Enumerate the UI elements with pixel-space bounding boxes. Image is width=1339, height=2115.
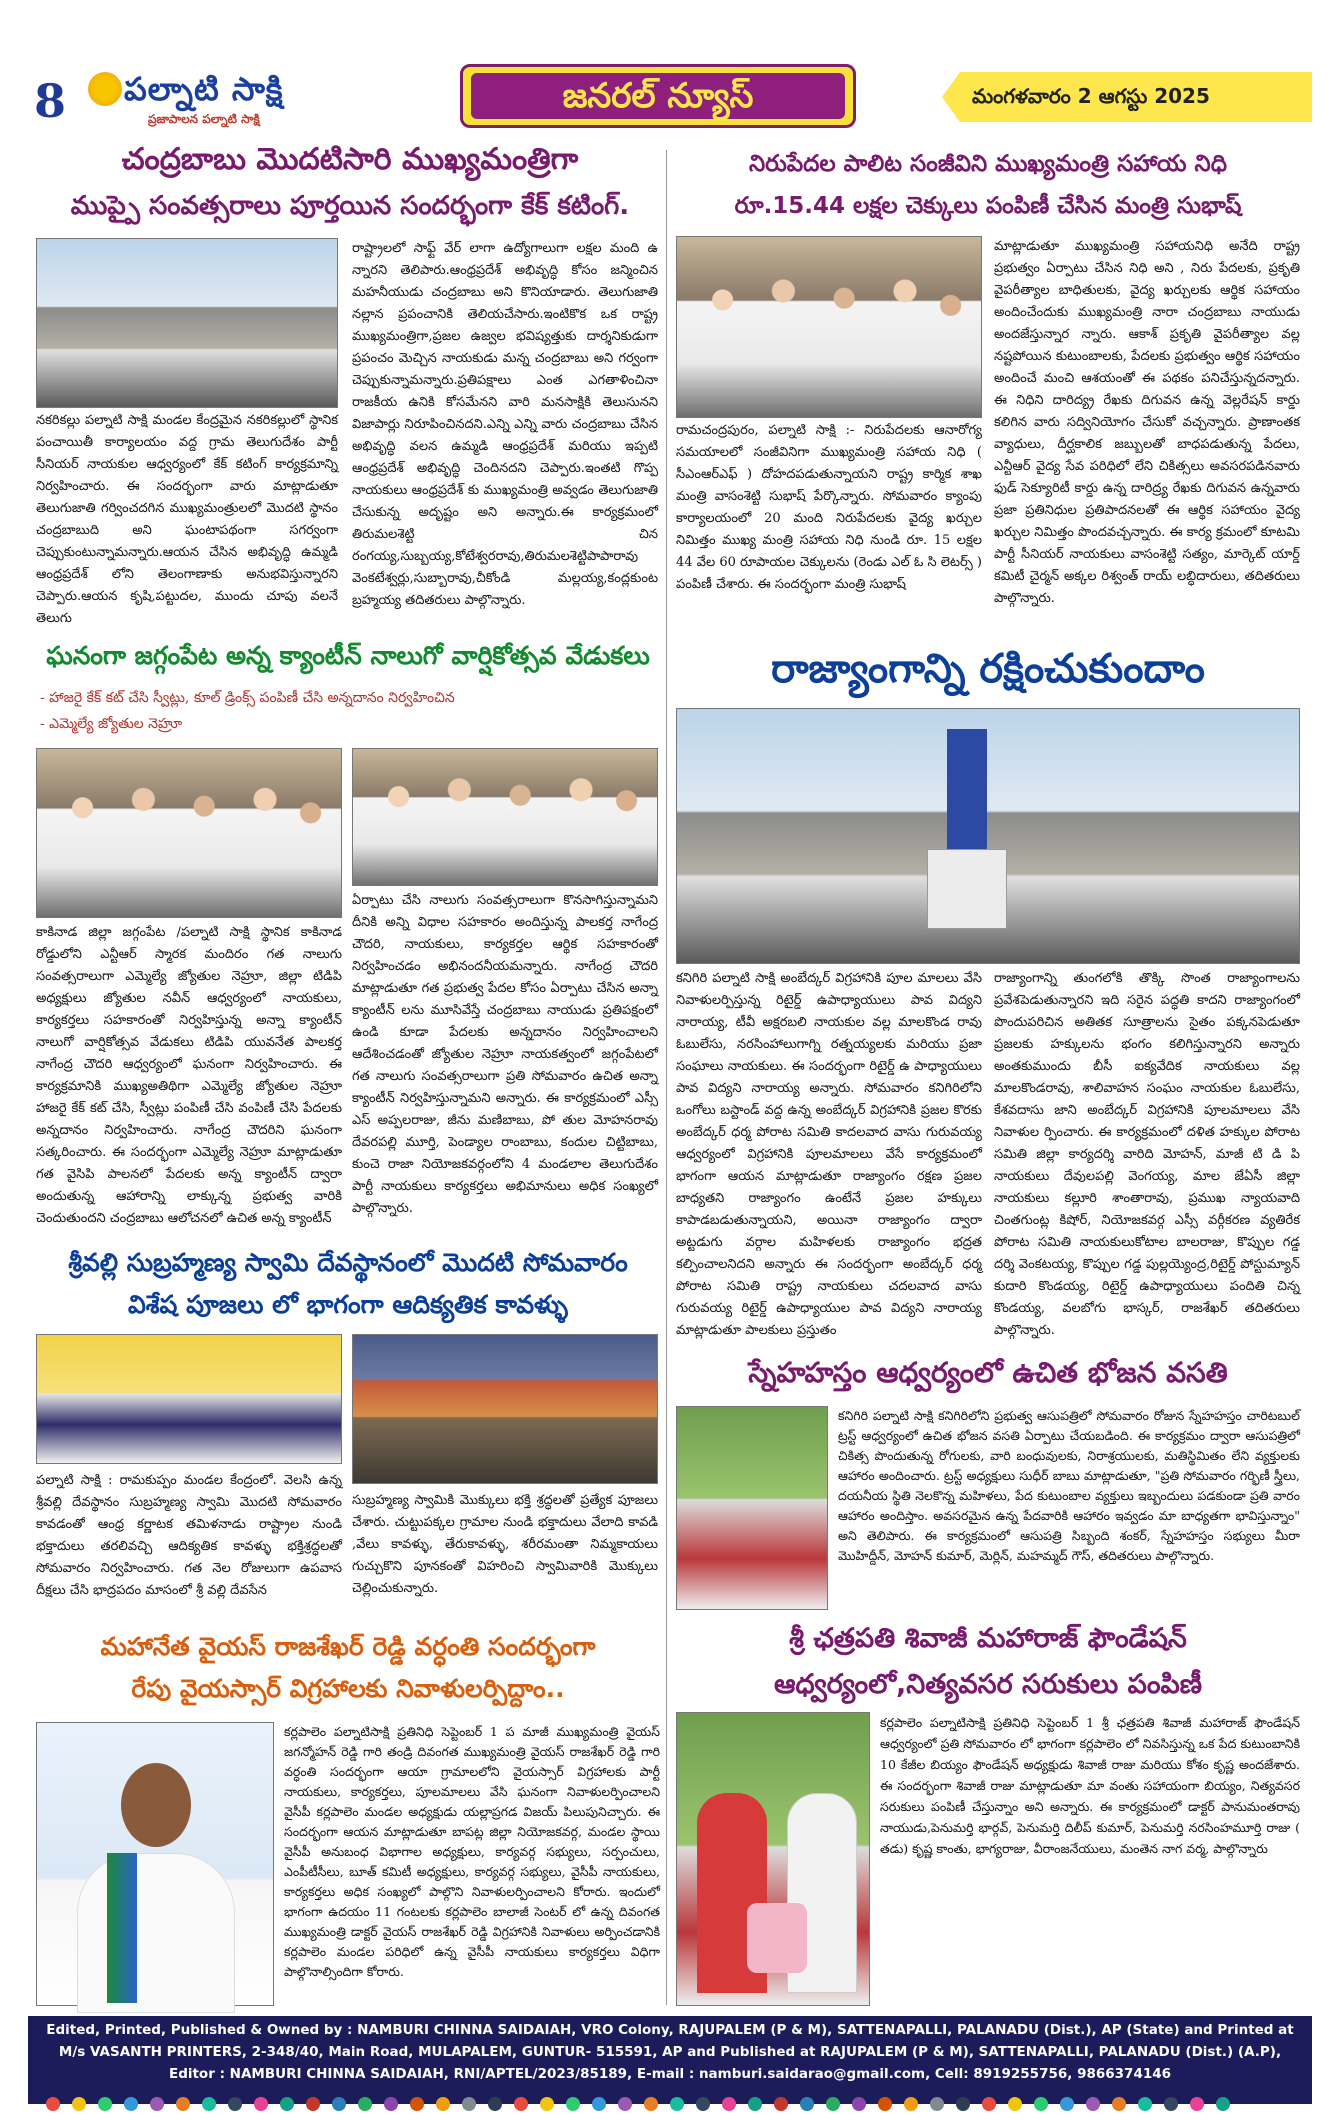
ysr-portrait bbox=[36, 1722, 274, 2006]
constitution-body-right: రాజ్యాంగాన్ని తుంగలోకి తొక్కి సొంత రాజ్యాంగాలను ప్రవేశపెడుతున్నారని ఇది సరైన పద్ధతి కాదని రాజ్యాంగంలో పొందుపరిచిన అతితక సూత్రాలను సైతం పక్కనపెడుతూ ప్రజలకు హక్కులను భంగం కలిగిస్తున్నారని అన్నారు అంతకుముందు బీసీ ఐక్యవేదిక నాయకులు వల్ల మాలకొండరావు, శాలివాహన సంఘం నాయకుల ఓబులేసు, కేశవదాసు జాని అంబేద్కర్ విగ్రహానికి పూలమాలలు వేసి నివాళుల ర్పించారు. ఈ కార్యక్రమంలో దళిత హక్కుల పోరాట సమితి జిల్లా కార్యదర్శి వారిది మోహన్, మాజీ టి డి పి నాయకులు దేవులపల్లి వెంగయ్య, మాల జేఏసీ జిల్లా నాయకులు కల్లూరి శాంతారావు, ప్రముఖ న్యాయవాది చింతగుంట్ల కిషోర్, నియోజకవర్గ ఎస్సీ వర్గీకరణ వ్యతిరేక పోరాట సమితి నాయకులుకోటాల బాలరాజు, కొప్పుల గడ్డ దర్శి వెంకటయ్య, కొప్పుల గడ్డ పుల్లయ్యెంద్ర,రిటైర్డ్ పోస్టుమ్యాన్ కుదారి కొండయ్య, రిటైర్డ్ ఉపాధ్యాయులు పందితి చిన్న కొండయ్య, వలబోగు భాస్కర్, రాజశేఖర్ తదితరులు పాల్గొన్నారు. bbox=[994, 971, 1300, 1338]
portrait-shirt bbox=[77, 1853, 235, 2013]
cake-photo bbox=[36, 238, 338, 408]
color-dot bbox=[670, 2097, 684, 2111]
imprint-line-1: Edited, Printed, Published & Owned by : NAMBURI CHINNA SAIDAIAH, VRO Colony, RAJUPALEM (P & M), SATTENAPALLI, PALANADU (Dist.), AP (State) and Printed at bbox=[46, 2022, 1294, 2038]
color-dot bbox=[1034, 2097, 1048, 2111]
color-dot bbox=[410, 2097, 424, 2111]
masthead bbox=[28, 62, 1312, 134]
canteen-body-right: ఏర్పాటు చేసి నాలుగు సంవత్సరాలుగా కొనసాగిస్తున్నామని దీనికి అన్ని విధాల సహకారం అందిస్తున్న పాలకర్త నాగేంద్ర చౌదరి, నాయకులు, కార్యకర్తల ఆర్థిక సహకారంతో నిర్వహించడం అభినందనీయమన్నారు. నాగేంద్ర చౌదరి మాట్లాడుతూ గత ప్రభుత్వ పేదల కోసం ఏర్పాటు చేసిన అన్నా క్యాంటీన్ లను మూసివేస్తే చంద్రబాబు నాయుడు ప్రతిపక్షంలో ఉండి కూడా పేదలకు అన్నదానం నిర్వహించాలని ఆదేశించడంతో జ్యోతుల నెహ్రూ నాయకత్వంలో జగ్గంపేటలో గత నాలుగు సంవత్సరాలుగా ప్రతి సోమవారం ఉచిత అన్నా క్యాంటీన్ నిర్వహిస్తున్నామని అన్నారు. ఈ కార్యక్రమంలో ఎస్సీ ఎస్ అప్పలరాజు, జీను మణిబాబు, పో తుల మోహనరావు దేవరపల్లి మూర్తి, పెండ్యాల రాంబాబు, కందుల చిట్టిబాబు, కుంచె రాజా నియోజకవర్గంలోని 4 మండలాల తెలుగుదేశం పార్టీ నాయకులు కార్యకర్తలు అభిమానులు అధిక సంఖ్యలో పాల్గొన్నారు. bbox=[352, 893, 658, 1216]
color-dot bbox=[98, 2097, 112, 2111]
portrait-scarf bbox=[107, 1853, 137, 2003]
color-dot bbox=[1190, 2097, 1204, 2111]
color-dot bbox=[72, 2097, 86, 2111]
section-title: జనరల్ న్యూస్ bbox=[471, 73, 845, 119]
color-dot bbox=[358, 2097, 372, 2111]
temple-body-left: పల్నాటి సాక్షి : రామకుప్పం మండల కేంద్రంలో. వెలసి ఉన్న శ్రీవల్లి దేవస్థానం సుబ్రహ్మణ్య స్వామి మొదటి సోమవారం కావడంతో ఆంధ్ర కర్ణాటక తమిళనాడు రాష్ట్రాల నుండి భక్తాదులు తరలివచ్చి ఆదిక్యతిక కావళ్ళు భక్తిశ్రద్ధలతో సోమవారం నిర్వహించారు. గత నెల రోజులుగా ఉపవాస దీక్షలు చేసి భాద్రపదం మాసంలో శ్రీ వల్లి దేవసేన bbox=[36, 1473, 342, 1598]
color-dot bbox=[254, 2097, 268, 2111]
canteen-bullet-1: - హాజరై కేక్ కట్ చేసి స్వీట్లు, కూల్ డ్రింక్స్ పంపిణీ చేసి అన్నదానం నిర్వహించిన bbox=[40, 690, 455, 706]
meals-headline: స్నేహహస్తం ఆధ్వర్యంలో ఉచిత భోజన వసతి bbox=[748, 1356, 1228, 1389]
canteen-photo-2 bbox=[352, 748, 658, 886]
color-dot bbox=[1060, 2097, 1074, 2111]
temple-headline-1: శ్రీవల్లి సుబ్రహ్మణ్య స్వామి దేవస్థానంలో మొదటి సోమవారం bbox=[68, 1248, 628, 1277]
cmrf-body-left: రామచంద్రపురం, పల్నాటి సాక్షి :- నిరుపేదలకు ఆనారోగ్య సమయాలలో సంజీవినిగా ముఖ్యమంత్రి సహాయ నిధి ( సీఎంఆర్ఎఫ్ ) దోహదపడుతున్నాయని రాష్ట్ర కార్మిక శాఖ మంత్రి వాసంశెట్టి సుభాష్ పేర్కొన్నారు. సోమవారం క్యాంపు కార్యాలయంలో 20 మంది నిరుపేదలకు వైద్య ఖర్చుల నిమిత్తం ముఖ్య మంత్రి సహాయ నిధి నుండి రూ. 15 లక్షల 44 వేల 60 రూపాయల చెక్కులను (రెండు ఎల్ ఓ సి లెటర్స్ ) పంపిణీ చేశారు. ఈ సందర్భంగా మంత్రి సుభాష్ bbox=[676, 423, 982, 592]
canteen-bullet-2: - ఎమ్మెల్యే జ్యోతుల నెహ్రూ bbox=[40, 716, 183, 732]
color-dot bbox=[930, 2097, 944, 2111]
temple-body-right: సుబ్రహ్మణ్య స్వామికి మొక్కులు భక్తి శ్రద్ధలతో ప్రత్యేక పూజలు చేశారు. చుట్టుపక్కల గ్రామాల నుండి భక్తాదులు వేలాది కావడి ,వేలు కావళ్ళు, తేరుకావళ్ళు, శరీరమంతా నిమ్మకాయలు గుచ్చుకొని పూనకంతో విహరించి స్వామివారికి మొక్కులు చెల్లించుకున్నారు. bbox=[352, 1493, 658, 1596]
color-dot bbox=[852, 2097, 866, 2111]
color-dot bbox=[176, 2097, 190, 2111]
cmrf-headline-1: నిరుపేదల పాలిట సంజీవిని ముఖ్యమంత్రి సహాయ నిధి bbox=[749, 151, 1227, 177]
ysr-headline-1: మహానేత వైయస్ రాజశేఖర్ రెడ్డి వర్ధంతి సందర్భంగా bbox=[100, 1632, 596, 1661]
color-dot bbox=[748, 2097, 762, 2111]
paper-logo bbox=[88, 66, 358, 130]
date-bar bbox=[960, 72, 1312, 122]
color-dot bbox=[722, 2097, 736, 2111]
imprint-line-3: Editor : NAMBURI CHINNA SAIDAIAH, RNI/APTEL/2023/85189, E-mail : namburi.saidarao@gmail.com, Cell: 8919255756, 9866374146 bbox=[168, 2066, 1172, 2082]
color-dot bbox=[774, 2097, 788, 2111]
color-dot bbox=[384, 2097, 398, 2111]
color-dot bbox=[150, 2097, 164, 2111]
cmrf-photo bbox=[676, 236, 982, 418]
column-divider bbox=[666, 150, 667, 2005]
color-dot bbox=[436, 2097, 450, 2111]
meals-photo bbox=[676, 1406, 828, 1610]
cake-body-right: రాష్ట్రాలలో సాఫ్ట్ వేర్ లాగా ఉద్యోగాలుగా లక్షల మంది ఉ న్నారని తెలిపారు.ఆంధ్రప్రదేశ్ అభివృద్ధి కోసం జన్మించిన మహనీయుడు చంద్రబాబు అని కొనియాడారు. తెలుగుజాతి నల్లాన ప్రపంచానికి తెలియచేసారు.ఇంటికొక ఒక రాష్ట్ర ముఖ్యమంత్రిగా,ప్రజల ఉజ్వల భవిష్యత్తుకు దార్శనికుడుగా ప్రపంచం మెచ్చిన నాయకుడు మన్న చంద్రబాబు అని గర్వంగా చెప్పుకున్నామన్నారు.ప్రతిపక్షాలు ఎంత ఎగతాళించినా రాజకీయ ఉనికి కోసమేనని వారి మనసాక్షికి తెలుసునని విజాపార్లు నిరూపించినదని.ఎన్ని ఎన్ని వారు చంద్రబాబు చేసిన అభివృద్ధి వలన ఉమ్మడి ఆంధ్రప్రదేశ్ మరియు ఇప్పటి ఆంధ్రప్రదేశ్ అభివృద్ధి చెందినదని చెప్పారు.ఇంతటి గొప్ప నాయకులు ఆంధ్రప్రదేశ్ కు ముఖ్యమంత్రి అవ్వడం తెలుగుజాతి చేసుకున్న అదృష్టం అని అన్నారు.ఈ కార్యక్రమంలో తిరుమలశెట్టి చిన రంగయ్య,సుబ్బయ్య,కోటేశ్వరరావు,తిరుమలశెట్టిపాపారావు వెంకటేశ్వర్లు,సుబ్బారావు,చీకోండి మల్లయ్య,కంద్లకుంట బ్రహ్మయ్య తదితరులు పాల్గొన్నారు. bbox=[352, 241, 658, 608]
color-dot bbox=[696, 2097, 710, 2111]
color-dot bbox=[462, 2097, 476, 2111]
canteen-headline: ఘనంగా జగ్గంపేట అన్న క్యాంటీన్ నాలుగో వార్షికోత్సవ వేడుకలు bbox=[46, 641, 650, 670]
sun-icon bbox=[88, 72, 122, 106]
color-dot bbox=[306, 2097, 320, 2111]
paper-name: పల్నాటి సాక్షి bbox=[124, 70, 284, 108]
color-dot bbox=[566, 2097, 580, 2111]
constitution-photo bbox=[676, 708, 1300, 964]
color-dot bbox=[644, 2097, 658, 2111]
cake-headline-2: ముప్పై సంవత్సరాలు పూర్తయిన సందర్భంగా కేక్ కటింగ్. bbox=[70, 191, 630, 221]
color-dot bbox=[1138, 2097, 1152, 2111]
cake-body-left: నకరికల్లు పల్నాటి సాక్షి మండల కేంద్రమైన నకరికల్లులో స్థానిక పంచాయితీ కార్యాలయం వద్ద గ్రామ తెలుగుదేశం పార్టీ సీనియర్ నాయకుల ఆధ్వర్యంలో కేక్ కటింగ్ కార్యక్రమాన్ని నిర్వహించారు. ఈ సందర్భంగా వారు మాట్లాడుతూ తెలుగుజాతి గర్వించదగిన ముఖ్యమంత్రులలో మొదటి స్థానం చంద్రబాబుది అని ఘంటాపథంగా సగర్వంగా చెప్పుకుంటున్నామన్నారు.ఆయన చేసిన అభివృద్ధి ఉమ్మడి ఆంధ్రప్రదేశ్ లోని తెలంగాణాకు అనుభవిస్తున్నారని చెప్పారు.ఆయన కృషి,పట్టుదల, ముందు చూపు వలనే తెలుగు bbox=[36, 413, 338, 626]
color-dot bbox=[514, 2097, 528, 2111]
shivaji-photo bbox=[676, 1712, 870, 2006]
cmrf-body-right: మాట్లాడుతూ ముఖ్యమంత్రి సహాయనిధి అనేది రాష్ట్ర ప్రభుత్వం ఏర్పాటు చేసిన నిధి అని , నిరు పేదలకు, ప్రకృతి వైపరీత్యాల బాధితులకు, వైద్య ఖర్చులకు ఆర్థిక సహాయం అందించేందుకు ముఖ్యమంత్రి నారా చంద్రబాబు నాయుడు అందజేస్తున్నార న్నారు. ఆకాశ్ ప్రకృతి వైపరీత్యాల వల్ల నష్టపోయిన కుటుంబాలకు, పేదలకు ప్రభుత్వం ఆర్థిక సహాయం అందించే మంచి ఆశయంతో ఈ పథకం పనిచేస్తున్నదన్నారు. ఈ నిధిని దారిద్య్ర రేఖకు దిగువన ఉన్న వెల్లరేషన్ కార్డు కలిగిన వారు సద్వినియోగం చేసుకో వచ్చన్నారు. ప్రాణాంతక వ్యాధులు, దీర్ఘకాలిక జబ్బులతో బాధపడుతున్న పేదలు, ఎన్టీఆర్ వైద్య సేవ పరిధిలో లేని చికిత్సలు అవసరపడినవారు ఫుడ్ సెక్యూరిటీ కార్డు ఉన్న దారిద్ర్య రేఖకు దిగువన ఉన్నవారు ప్రజా ప్రతినిధుల ప్రతిపాదనలతో ఈ ఆర్థిక సహాయం వైద్య ఖర్చుల నిమిత్తం పొందవచ్చన్నారు. ఈ కార్య క్రమంలో కూటమి పార్టీ సీనియర్ నాయకులు వాసంశెట్టి సత్యం, మార్కెట్ యార్డ్ కమిటీ చైర్మన్ అక్కల రిశ్వంత్ రాయ్ లబ్ధిదారులు, తదితరులు పాల్గొన్నారు. bbox=[994, 239, 1300, 606]
paper-tagline: ప్రజాపాలన పల్నాటి సాక్షి bbox=[148, 112, 260, 126]
color-dot bbox=[878, 2097, 892, 2111]
color-dot bbox=[202, 2097, 216, 2111]
color-dot bbox=[1216, 2097, 1230, 2111]
statue-figure bbox=[947, 729, 987, 849]
section-banner bbox=[460, 64, 856, 128]
color-dots-row bbox=[40, 2096, 1300, 2110]
cake-headline-1: చంద్రబాబు మొదటిసారి ముఖ్యమంత్రిగా bbox=[121, 142, 579, 177]
color-dot bbox=[982, 2097, 996, 2111]
color-dot bbox=[1086, 2097, 1100, 2111]
color-dot bbox=[956, 2097, 970, 2111]
imprint-line-2: M/s VASANTH PRINTERS, 2-348/40, Main Road, MULAPALEM, GUNTUR- 515591, AP and Published at RAJUPALEM (P & M), SATTENAPALLI, PALANADU (Dist.) (A.P), bbox=[58, 2044, 1282, 2060]
shivaji-headline-1: శ్రీ ఛత్రపతి శివాజీ మహారాజ్ ఫౌండేషన్ bbox=[789, 1623, 1187, 1654]
temple-photo-2 bbox=[352, 1334, 658, 1484]
color-dot bbox=[46, 2097, 60, 2111]
color-dot bbox=[904, 2097, 918, 2111]
issue-date: మంగళవారం 2 ఆగస్టు 2025 bbox=[972, 84, 1210, 108]
color-dot bbox=[800, 2097, 814, 2111]
constitution-body-left: కనిగిరి పల్నాటి సాక్షి అంబేద్కర్ విగ్రహానికి పూల మాలలు వేసి నివాళులర్పిస్తున్న రిటైర్డ్ ఉపాధ్యాయులు పావ విద్యని నారాయ్య, టీవీ అక్షరబలి నాయకుల వల్ల మాలకొండ రావు ఓబులేసు, నరసింహాలుగాగ్ని రత్నయ్యలకు మరియు ప్రజా సంఘాలు నాయకులు. ఈ సందర్భంగా రిటైర్డ్ ఉ పాధ్యాయులు పావ విద్యని నారాయ్య అన్నారు. సోమవారం కనిగిరిలోని ఒంగోలు బస్టాండ్ వద్ద ఉన్న అంబేద్కర్ విగ్రహానికి ప్రజల కొరకు అంబేద్కర్ ధర్మ పోరాట సమితి కాదలవాద వాసు గురువయ్య ఆధ్వర్యంలో విగ్రహానికి పూలమాలలు వేసే కార్యక్రమంలో భాగంగా ఆయన మాట్లాడుతూ రాజ్యాంగం రక్షణ ప్రజల బాధ్యతని రాజ్యాంగం ఉంటేనే ప్రజల హక్కులు కాపాడబడుతున్నాయని, అయినా రాజ్యాంగం ద్వారా అట్టడుగు వర్గాల మహిళలకు రాజ్యాంగం భద్రత కల్పించాలనిదని అన్నారు ఈ సందర్భంగా అంబేద్కర్ ధర్మ పోరాట సమితి రాష్ట్ర నాయకులు చదలవాద వాసు గురువయ్య రిటైర్డ్ ఉపాధ్యాయుల పావ విద్యని నారాయ్య మాట్లాడుతూ పాలకులు ప్రస్తుతం bbox=[676, 971, 982, 1338]
color-dot bbox=[488, 2097, 502, 2111]
color-dot bbox=[592, 2097, 606, 2111]
color-dot bbox=[332, 2097, 346, 2111]
shivaji-body: కర్లపాలెం పల్నాటిసాక్షి ప్రతినిధి సెప్టెంబర్ 1 శ్రీ ఛత్రపతి శివాజీ మహారాజ్ ఫౌండేషన్ ఆధ్వర్యంలో ప్రతి సోమవారం లో భాగంగా కర్లపాలెం లో నివసిస్తున్న ఒక పేద కుటుంబానికి 10 కేజీల బియ్యం ఫౌండేషన్ అధ్యక్షుడు శివాజీ రాజు మరియు కోశం కృష్ణ అందజేశారు. ఈ సందర్భంగా శివాజీ రాజు మాట్లాడుతూ మా వంతు సహాయంగా బియ్యం, నిత్యవసర సరుకులు పంపిణీ చేస్తున్నాం అని అన్నారు. ఈ కార్యక్రమంలో డాక్టర్ పానుమంతరావు నాయుడు,పెనుమర్తి భార్గవ్, పెనుమర్తి దిలీప్ కుమార్, పెనుమర్తి నరసింహమూర్తి రాజు ( తడు) కృష్ణ కాంతు, భాగ్యరాజు, వీరాంజనేయులు, మంతెన నాగ వర్మ, పాల్గొన్నారు bbox=[880, 1715, 1300, 1856]
cmrf-headline-2: రూ.15.44 లక్షల చెక్కులు పంపిణీ చేసిన మంత్రి సుభాష్ bbox=[734, 193, 1242, 219]
color-dot bbox=[1008, 2097, 1022, 2111]
constitution-headline: రాజ్యాంగాన్ని రక్షించుకుందాం bbox=[771, 646, 1205, 692]
color-dot bbox=[1112, 2097, 1126, 2111]
portrait-face bbox=[121, 1763, 191, 1847]
rice-bag bbox=[747, 1903, 807, 1973]
color-dot bbox=[826, 2097, 840, 2111]
temple-photo-1 bbox=[36, 1334, 342, 1464]
ysr-headline-2: రేపు వైయస్సార్ విగ్రహాలకు నివాళులర్పిద్దాం.. bbox=[131, 1674, 565, 1703]
statue-pedestal bbox=[927, 849, 1007, 929]
page-number: 8 bbox=[34, 74, 67, 128]
color-dot bbox=[280, 2097, 294, 2111]
canteen-photo-1 bbox=[36, 748, 342, 918]
shivaji-headline-2: ఆధ్వర్యంలో,నిత్యవసర సరుకులు పంపిణీ bbox=[773, 1669, 1203, 1700]
imprint-footer bbox=[28, 2016, 1312, 2104]
color-dot bbox=[124, 2097, 138, 2111]
color-dot bbox=[228, 2097, 242, 2111]
canteen-body-left: కాకినాడ జిల్లా జగ్గంపేట /పల్నాటి సాక్షి స్థానిక కాకినాడ రోడ్డులోని ఎన్టీఆర్ స్మారక మందిరం గత నాలుగు సంవత్సరాలుగా ఎమ్మెల్యే జ్యోతుల నెహ్రూ, జిల్లా టిడిపి అధ్యక్షులు జ్యోతుల నవీన్ ఆధ్వర్యంలో నాయకులు, కార్యకర్తలు సహకారంతో నిర్వహిస్తున్న అన్నా క్యాంటీన్ నాలుగో వార్షికోత్సవ వేడుకలు టిడిపి యువనేత పాలకర్త నాగేంద్ర చౌదరి ఆధ్వర్యంలో ఘనంగా నిర్వహించారు. ఈ కార్యక్రమానికి ముఖ్యఅతిథిగా ఎమ్మెల్యే జ్యోతుల నెహ్రూ హాజరై కేక్ కట్ చేసి, స్వీట్లు పంపిణీ చేసి వంపిణీ చేసి పేదలకు అన్నదానం నిర్వహించారు. నాగేంద్ర చౌదరిని ఘనంగా సత్కరించారు. ఈ సందర్భంగా ఎమ్మెల్యే నెహ్రూ మాట్లాడుతూ గత వైసిపి పాలనలో పేదలకు అన్న క్యాంటీన్ ద్వారా అందుతున్న ఆహారాన్ని లాక్కున్న ప్రభుత్వ వారికి చెందుతుందని చంద్రబాబు ఆలోచనలో ఉచిత అన్న క్యాంటీన్ bbox=[36, 925, 342, 1226]
color-dot bbox=[540, 2097, 554, 2111]
ysr-body: కర్లపాలెం పల్నాటిసాక్షి ప్రతినిధి సెప్టెంబర్ 1 ప మాజీ ముఖ్యమంత్రి వైయస్ జగన్మోహన్ రెడ్డి గారి తండ్రి దివంగత ముఖ్యమంత్రి వైయస్ రాజశేఖర్ రెడ్డి గారి వర్ధంతి సందర్భంగా ఆయా గ్రామాలలోని వైయస్సార్ విగ్రహాలకు పార్టీ నాయకులు, కార్యకర్తలు, పూలమాలలు వేసి ఘనంగా నివాళులర్పించాలని వైసీపీ కర్లపాలెం మండల అధ్యక్షుడు యల్లాప్రగడ విజయ్ పిలుపునిచ్చారు. ఈ సందర్భంగా ఆయన మాట్లాడుతూ బాపట్ల జిల్లా నియోజకవర్గ, మండల స్థాయి వైసీపీ అనుబంధ విభాగాల అధ్యక్షులు, కార్యవర్గ సభ్యులు, సర్పంచులు, ఎంపీటీసీలు, బూత్ కమిటీ అధ్యక్షులు, కార్యవర్గ సభ్యులు, వైసీపీ నాయకులు, కార్యకర్తలు అధిక సంఖ్యలో పాల్గొని నివాళులర్పించాలని కోరారు. ఇందులో భాగంగా ఉదయం 11 గంటలకు కర్లపాలెం బాలాజీ సెంటర్ లో ఉన్న దివంగత ముఖ్యమంత్రి డాక్టర్ వైయస్ రాజశేఖర్ రెడ్డి విగ్రహానికి నివాళులు అర్పించడానికి కర్లపాలెం మండల పరిధిలో ఉన్న వైసీపీ నాయకులు కార్యకర్తలు విధిగా పాల్గొనాల్సిందిగా కోరారు. bbox=[284, 1724, 660, 1979]
color-dot bbox=[1164, 2097, 1178, 2111]
meals-body: కనిగిరి పల్నాటి సాక్షి కనిగిరిలోని ప్రభుత్వ ఆసుపత్రిలో సోమవారం రోజున స్నేహహస్తం చారిటబుల్ ట్రస్ట్ ఆధ్వర్యంలో ఉచిత భోజన వసతి ఏర్పాటు చేయబడింది. ఈ కార్యక్రమం ద్వారా ఆసుపత్రిలో చికిత్స పొందుతున్న రోగులకు, వారి బంధువులకు, నిరాశ్రయులకు, మతిస్థిమితం లేని వ్యక్తులకు ఆహారం అందించారు. ట్రస్ట్ అధ్యక్షులు సుధీర్ బాబు మాట్లాడుతూ, "ప్రతి సోమవారం గర్భిణీ స్త్రీలు, దయనీయ స్థితి నెలకొన్న మహిళలు, పేద కుటుంబాల వ్యక్తులు ఇబ్బందులు పడకుండా ప్రతి వారం ఆహారం అందిస్తాం. అవసరమైన ఉన్న పేదవారికి ఆహారం ఇవ్వడం మా బాధ్యతగా భావిస్తున్నాం" అని తెలిపారు. ఈ కార్యక్రమంలో ఆసుపత్రి సిబ్బంది శంకర్, స్నేహహస్తం సభ్యులు మీరా మొహిద్దీన్, మోహన్ కుమార్, మెర్లిన్, మహమ్మద్ గౌస్, తదితరులు పాల్గొన్నారు. bbox=[838, 1408, 1300, 1563]
temple-headline-2: విశేష పూజలు లో భాగంగా ఆదిక్యతిక కావళ్ళు bbox=[128, 1290, 568, 1319]
color-dot bbox=[618, 2097, 632, 2111]
